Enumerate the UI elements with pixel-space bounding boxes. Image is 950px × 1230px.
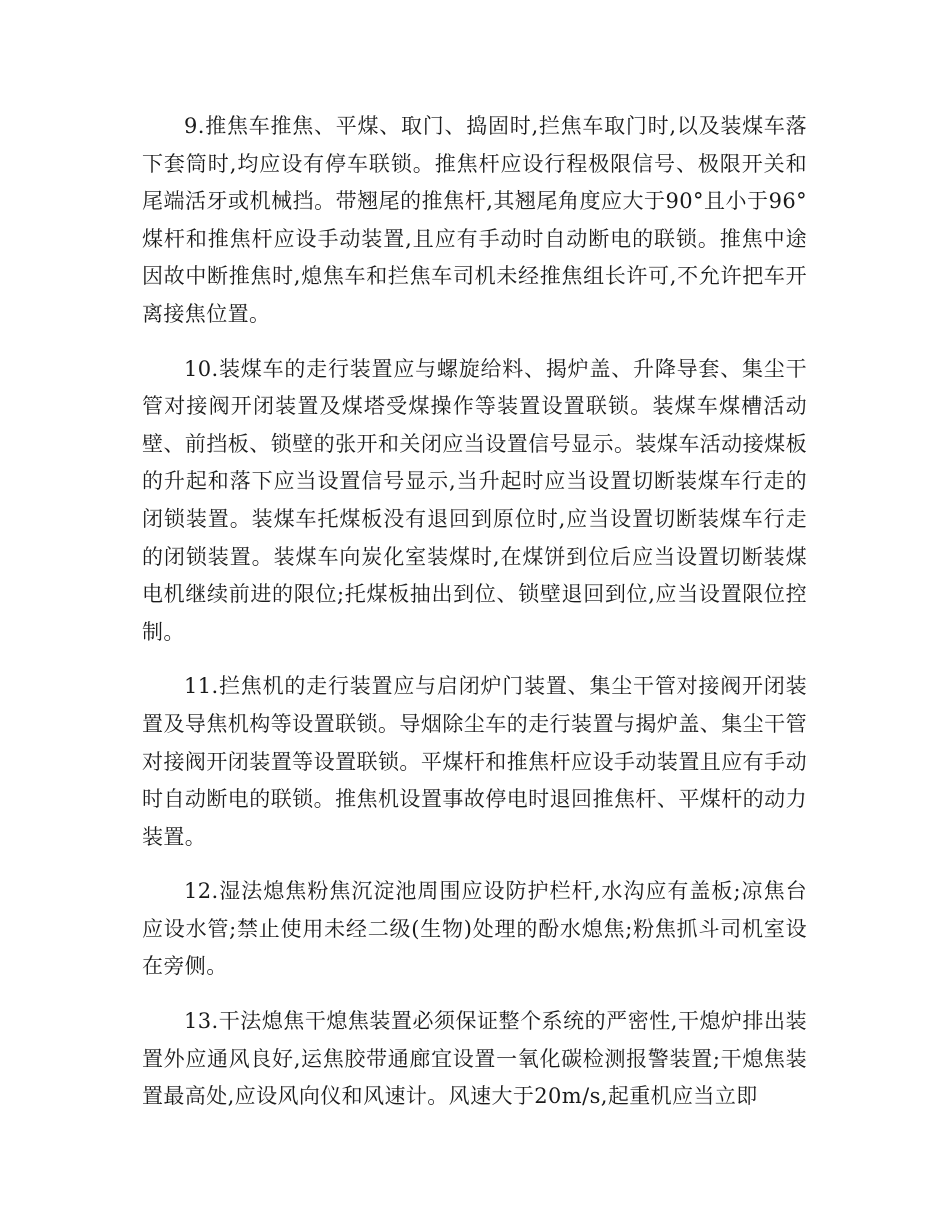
- paragraph-9: 9.推焦车推焦、平煤、取门、捣固时,拦焦车取门时,以及装煤车落下套筒时,均应设有停车联锁。推焦杆应设行程极限信号、极限开关和尾端活牙或机械挡。带翘尾的推焦杆,其翘尾角度应大于90°且小于96°煤杆和推焦杆应设手动装置,且应有手动时自动断电的联锁。推焦中途因故中断推焦时,熄焦车和拦焦车司机未经推焦组长许可,不允许把车开离接焦位置。: [142, 114, 807, 326]
- paragraph-12: 12.湿法熄焦粉焦沉淀池周围应设防护栏杆,水沟应有盖板;凉焦台应设水管;禁止使用未经二级(生物)处理的酚水熄焦;粉焦抓斗司机室设在旁侧。: [142, 879, 807, 979]
- document-body: [142, 108, 807, 1133]
- paragraph-11: 11.拦焦机的走行装置应与启闭炉门装置、集尘干管对接阀开闭装置及导焦机构等设置联锁。导烟除尘车的走行装置与揭炉盖、集尘干管对接阀开闭装置等设置联锁。平煤杆和推焦杆应设手动装置且应有手动时自动断电的联锁。推焦机设置事故停电时退回推焦杆、平煤杆的动力装置。: [142, 674, 807, 849]
- paragraph-13: 13.干法熄焦干熄焦装置必须保证整个系统的严密性,干熄炉排出装置外应通风良好,运焦胶带通廊宜设置一氧化碳检测报警装置;干熄焦装置最高处,应设风向仪和风速计。风速大于20m/s,起重机应当立即: [142, 1009, 807, 1109]
- paragraph-10: 10.装煤车的走行装置应与螺旋给料、揭炉盖、升降导套、集尘干管对接阀开闭装置及煤塔受煤操作等装置设置联锁。装煤车煤槽活动壁、前挡板、锁壁的张开和关闭应当设置信号显示。装煤车活动接煤板的升起和落下应当设置信号显示,当升起时应当设置切断装煤车行走的闭锁装置。装煤车托煤板没有退回到原位时,应当设置切断装煤车行走的闭锁装置。装煤车向炭化室装煤时,在煤饼到位后应当设置切断装煤电机继续前进的限位;托煤板抽出到位、锁壁退回到位,应当设置限位控制。: [142, 356, 807, 644]
